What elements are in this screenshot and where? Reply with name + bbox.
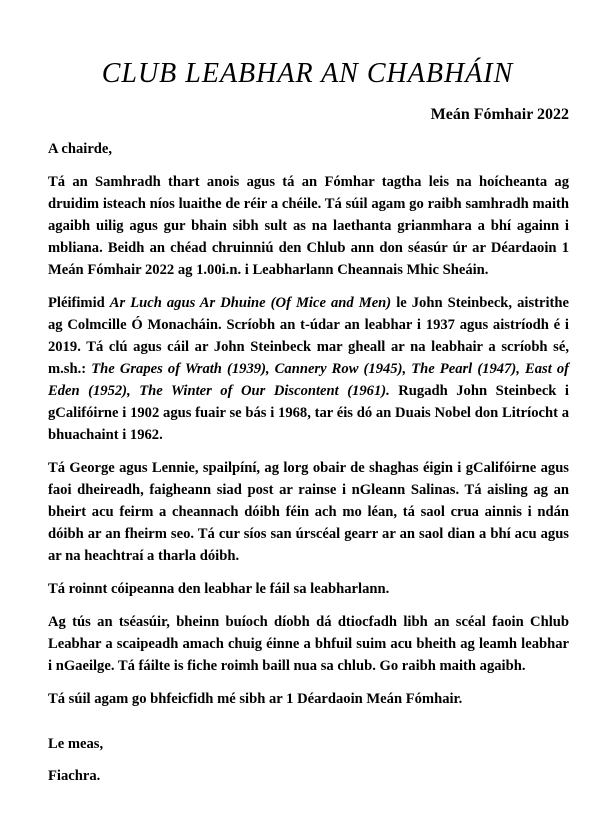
- signature: Fiachra.: [48, 768, 101, 784]
- sign-off: Le meas,: [48, 736, 104, 752]
- other-works: The Grapes of Wrath (1939), Cannery Row (1945), The Pearl (1947), East of Eden (1952), The Winter of Our Discontent (1961).: [48, 361, 569, 399]
- paragraph-plot: Tá George agus Lennie, spailpíní, ag lorg obair de shaghas éigin i gCalifóirne agus faoi dheireadh, faigheann siad post ar rainse i nGleann Salinas. Tá aisling ag an bheirt acu feirm a cheannach dóibh féin ach mo léan, tá saol crua ainnis i ndán dóibh ar an fheirm seo. Tá cur síos san úrscéal gearr ar an saol dian a bhí acu agus ar na heachtraí a tharla dóibh.: [48, 460, 569, 564]
- greeting: A chairde,: [48, 141, 113, 157]
- paragraph-copies: Tá roinnt cóipeanna den leabhar le fáil sa leabharlann.: [48, 581, 390, 597]
- paragraph-book-text-3: Rugadh John Steinbeck i gCalifóirne i 1902 agus fuair se bás i 1968, tar éis dó an Duais Nobel don Litríocht a bhuachaint i 1962.: [48, 383, 569, 443]
- paragraph-book-text-2: le John Steinbeck, aistrithe ag Colmcille Ó Monacháin. Scríobh an t-údar an leabhar i 1937 agus aistríodh é i 2019. Tá clú agus cáil ar John Steinbeck mar gheall ar na leabhair a scríobh sé, m.sh.:: [48, 295, 569, 377]
- letter-date: Meán Fómhair 2022: [430, 106, 569, 123]
- paragraph-closing: Tá súil agam go bhfeicfidh mé sibh ar 1 Déardaoin Meán Fómhair.: [48, 691, 463, 707]
- paragraph-book-text-1: Pléifimid: [48, 295, 110, 311]
- letter-title: CLUB LEABHAR AN CHABHÁIN: [101, 58, 514, 89]
- paragraph-book: [48, 292, 569, 446]
- sign-off-block: [48, 733, 103, 797]
- paragraph-invite: Ag tús an tséasúir, bheinn buíoch díobh dá dtiocfadh libh an scéal faoin Chlub Leabhar a scaipeadh amach chuig éinne a bhfuil suim acu bheith ag leamh leabhar i nGaeilge. Tá fáilte is fiche roimh baill nua sa chlub. Go raibh maith agaibh.: [48, 614, 569, 674]
- book-title: Ar Luch agus Ar Dhuine (Of Mice and Men): [109, 295, 392, 311]
- letter-body: [48, 138, 569, 721]
- paragraph-intro: Tá an Samhradh thart anois agus tá an Fómhar tagtha leis na hoícheanta ag druidim isteach níos luaithe de réir a chéile. Tá súil agam go raibh samhradh maith agaibh uilig agus gur bhain sibh sult as na laethanta grianmhara a bhí againn i mbliana. Beidh an chéad chruinniú den Chlub ann don séasúr úr ar Déardaoin 1 Meán Fómhair 2022 ag 1.00i.n. i Leabharlann Cheannais Mhic Sheáin.: [48, 174, 569, 278]
